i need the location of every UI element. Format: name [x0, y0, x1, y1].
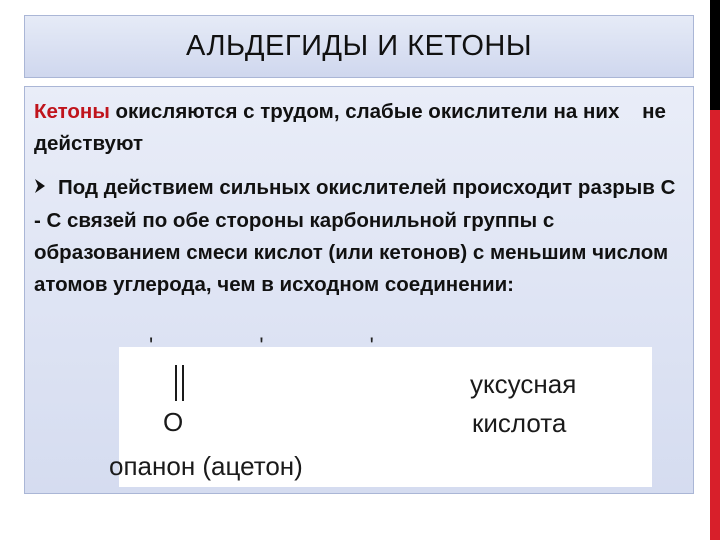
- arrow-bullet-icon: [34, 173, 48, 205]
- arrow-bullet-icon-svg: [34, 178, 46, 194]
- paragraph-ketones: [34, 96, 684, 160]
- product-label-line2: кислота: [472, 408, 567, 438]
- double-bond-icon: [175, 365, 184, 401]
- paragraph-oxidation: [34, 172, 684, 301]
- highlight-ketones: Кетоны: [34, 100, 110, 123]
- side-bar-dark: [710, 0, 720, 110]
- title-panel: [24, 15, 694, 78]
- reactant-label: опанон (ацетон): [109, 451, 303, 481]
- product-label-line1: уксусная: [470, 369, 577, 399]
- slide-title: АЛЬДЕГИДЫ И КЕТОНЫ: [185, 30, 533, 62]
- paragraph-oxidation-text: Под действием сильных окислителей происходит разрыв С - С связей по обе стороны карбонильной группы с образованием смеси кислот (или кетонов) с меньшим числом атомов углерода, чем в исходном соединении:: [34, 176, 676, 296]
- paragraph-ketones-text: окисляются с трудом, слабые окислители на них не действуют: [34, 100, 672, 155]
- side-bar-red: [710, 110, 720, 540]
- cropped-formula-top: ' ' ': [149, 333, 424, 358]
- reaction-scheme-image: [109, 333, 652, 487]
- oxygen-label: O: [163, 407, 184, 437]
